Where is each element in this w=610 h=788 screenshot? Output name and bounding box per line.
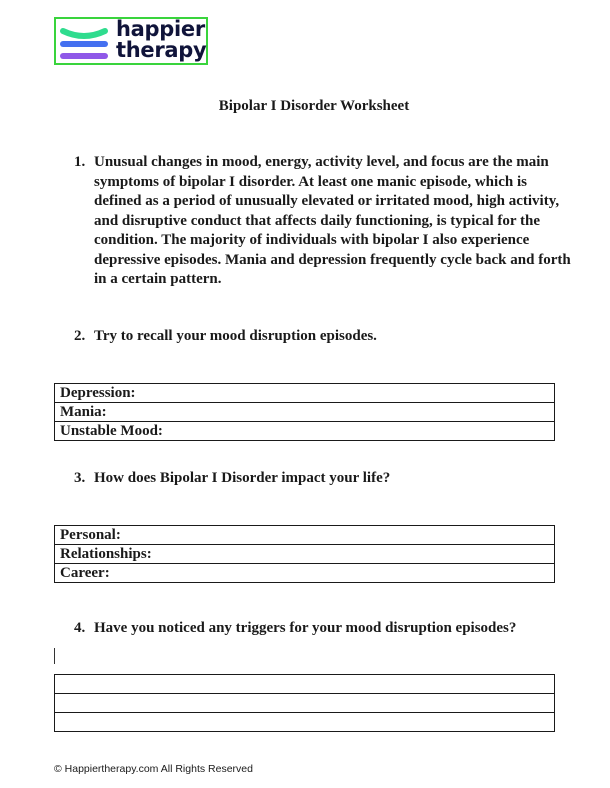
question-text: Try to recall your mood disruption episodes.	[94, 328, 377, 344]
table-cell-mania[interactable]: Mania:	[55, 403, 555, 422]
question-number: 2.	[74, 328, 86, 344]
logo-text	[116, 19, 206, 62]
table-cell-career[interactable]: Career:	[55, 564, 555, 583]
question-text: Unusual changes in mood, energy, activity level, and focus are the main symptoms of bipolar I disorder. At least one manic episode, which is defined as a period of unusually elevated or irritated mood, high activity, and disruptive conduct that affects daily functioning, is typical for the condition. The majority of individuals with bipolar I also experience depressive episodes. Mania and depression frequently cycle back and forth in a certain pattern.	[94, 154, 571, 287]
table-cell-blank[interactable]	[55, 675, 555, 694]
table-row	[55, 526, 555, 545]
text-cursor	[54, 648, 55, 664]
table-cell-blank[interactable]	[55, 694, 555, 713]
question-number: 3.	[74, 470, 86, 486]
table-row	[55, 403, 555, 422]
table-row	[55, 384, 555, 403]
triggers-table	[54, 674, 555, 732]
table-row	[55, 694, 555, 713]
life-impact-table	[54, 525, 555, 583]
mood-episodes-table	[54, 383, 555, 441]
table-row	[55, 675, 555, 694]
table-cell-unstable-mood[interactable]: Unstable Mood:	[55, 422, 555, 441]
question-number: 4.	[74, 620, 86, 636]
table-row	[55, 564, 555, 583]
table-cell-personal[interactable]: Personal:	[55, 526, 555, 545]
logo-stripes-icon	[59, 25, 109, 61]
table-row	[55, 545, 555, 564]
logo	[54, 17, 208, 65]
logo-line2: therapy	[116, 38, 207, 62]
table-cell-blank[interactable]	[55, 713, 555, 732]
footer-copyright: © Happiertherapy.com All Rights Reserved	[54, 763, 253, 775]
question-number: 1.	[74, 154, 86, 170]
question-text: Have you noticed any triggers for your mood disruption episodes?	[94, 620, 517, 636]
table-row	[55, 422, 555, 441]
logo-line1: happier	[116, 17, 205, 41]
table-cell-relationships[interactable]: Relationships:	[55, 545, 555, 564]
question-text: How does Bipolar I Disorder impact your life?	[94, 470, 391, 486]
table-cell-depression[interactable]: Depression:	[55, 384, 555, 403]
page-title: Bipolar I Disorder Worksheet	[218, 98, 410, 114]
table-row	[55, 713, 555, 732]
